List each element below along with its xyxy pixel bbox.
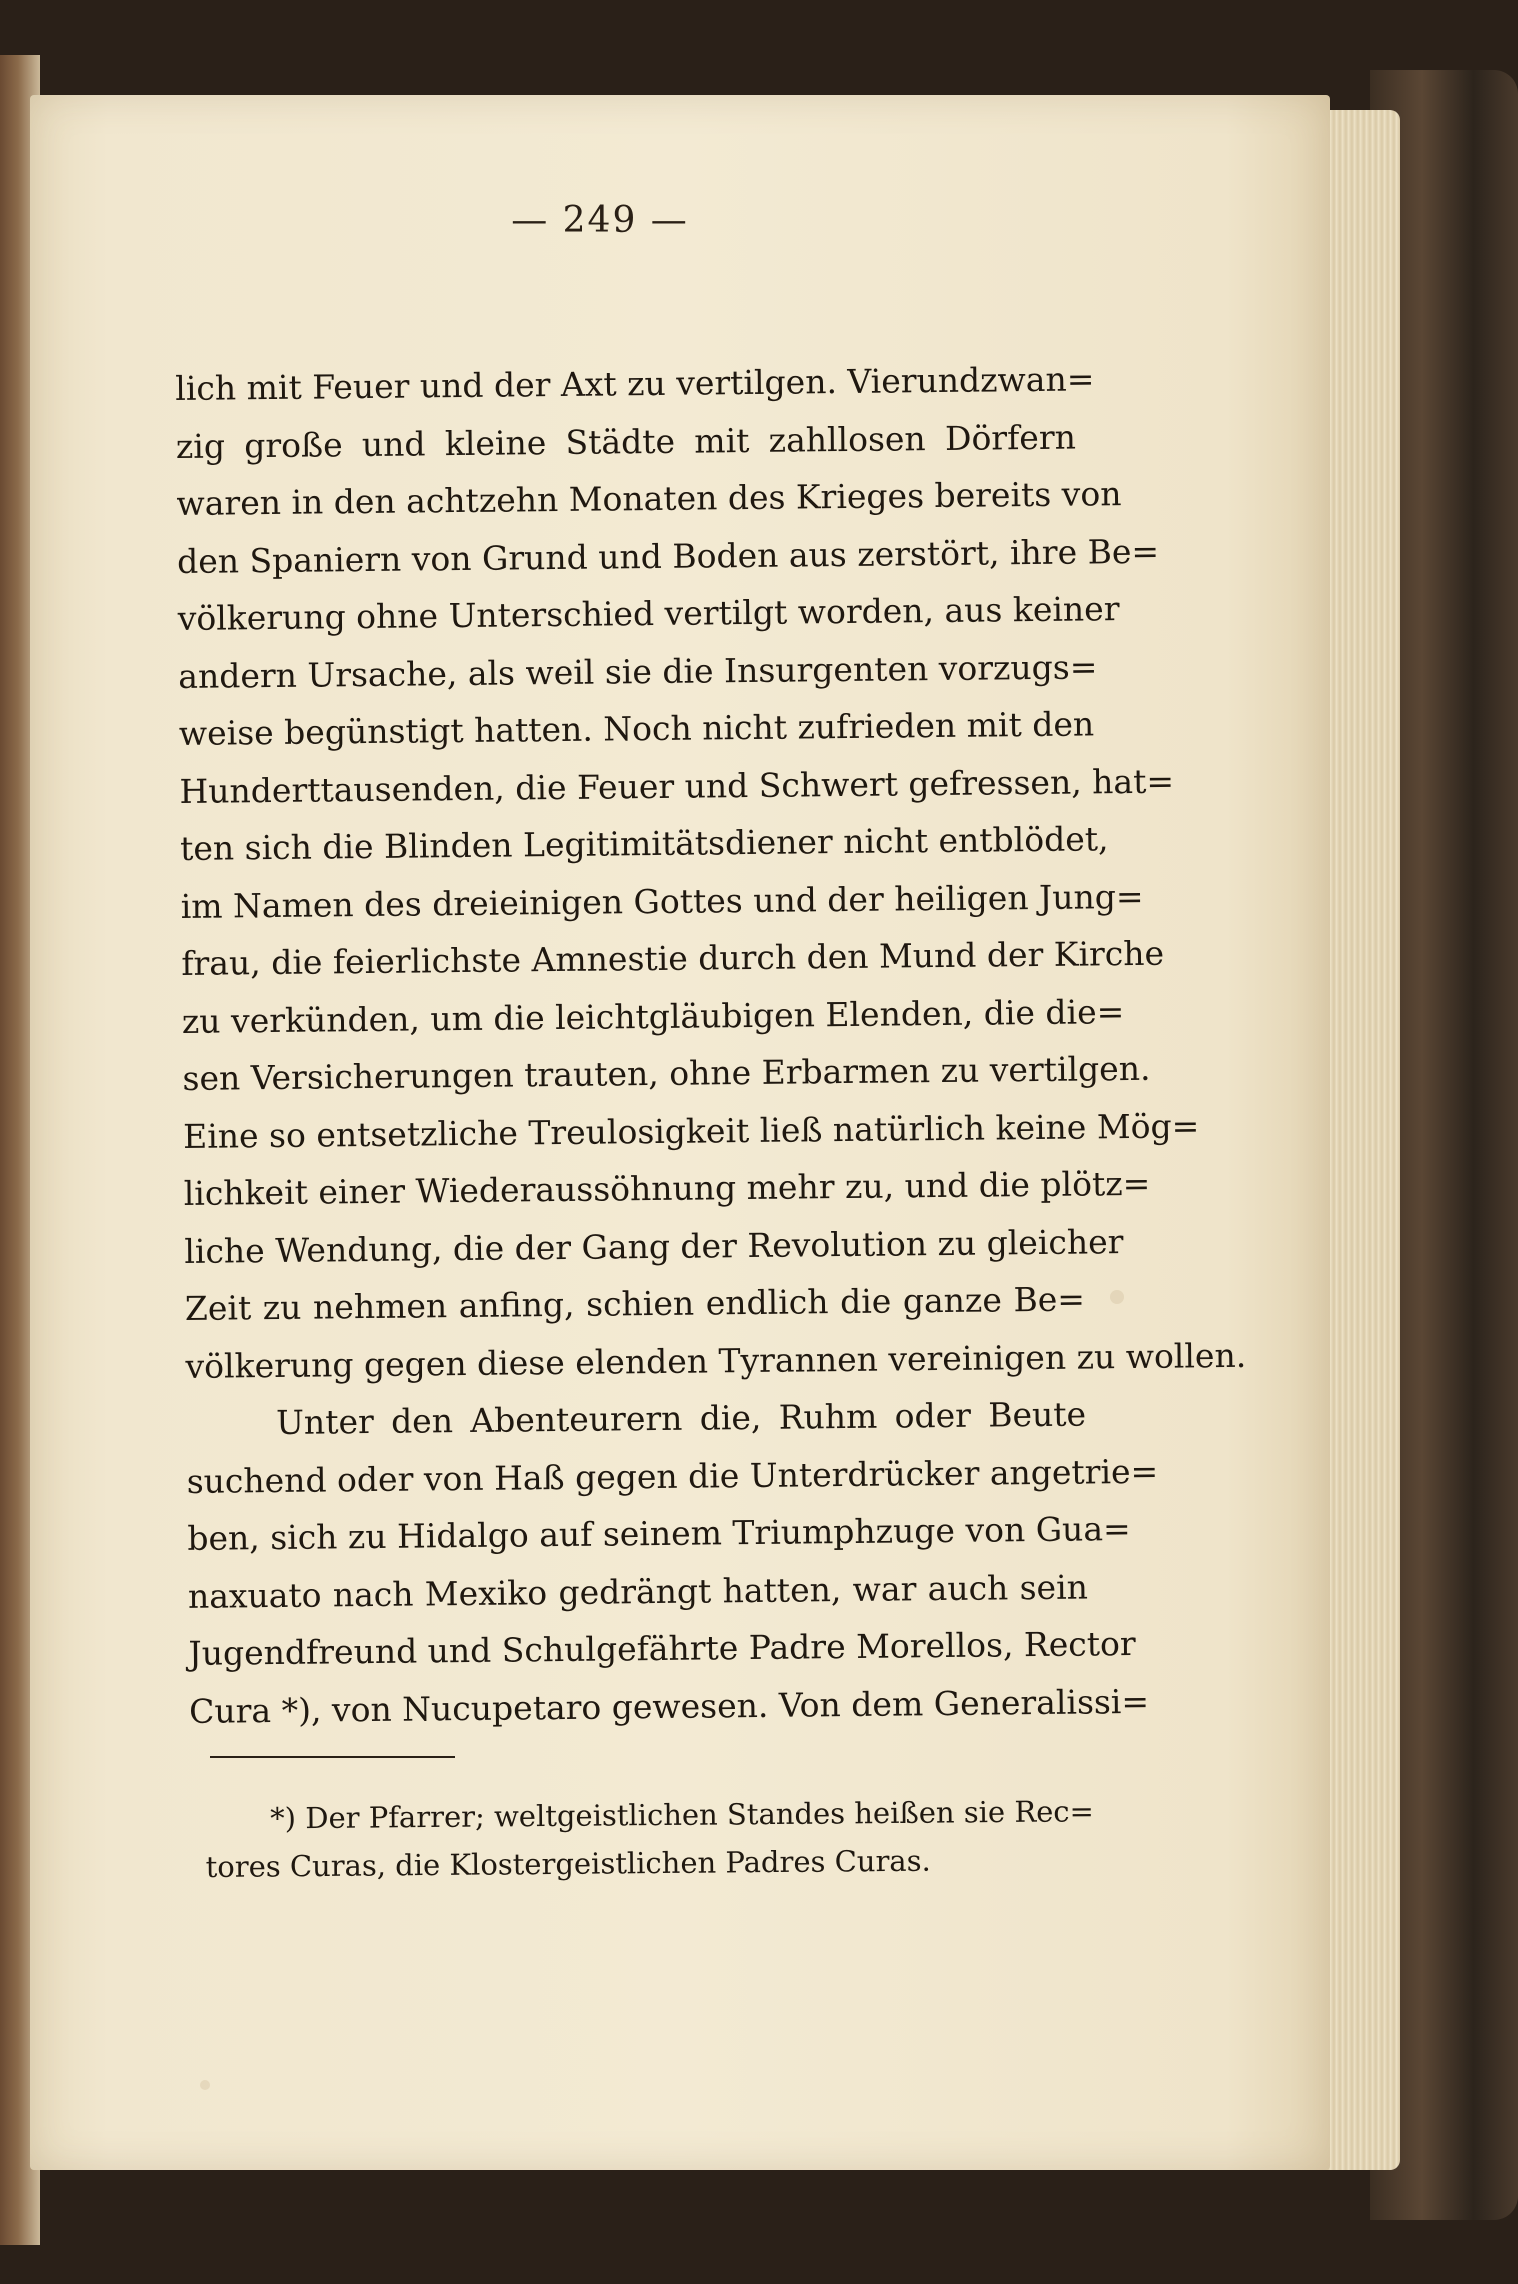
text-line: lichkeit einer Wiederaussöhnung mehr zu, und die plötz=: [183, 1163, 1151, 1213]
text-line: ten sich die Blinden Legitimitätsdiener nicht entblödet,: [179, 819, 1109, 868]
footnote: [205, 1787, 1095, 1891]
foxing-spot: [1110, 1290, 1124, 1304]
text-line: Jugendfreund und Schulgefährte Padre Morellos, Rector: [188, 1624, 1136, 1673]
text-line: zu verkünden, um die leichtgläubigen Elenden, die die=: [181, 991, 1125, 1041]
text-line: andern Ursache, als weil sie die Insurgenten vorzugs=: [178, 646, 1098, 696]
footnote-line: tores Curas, die Klostergeistlichen Padres Curas.: [205, 1843, 931, 1884]
body-text: [175, 351, 1247, 1740]
text-line: sen Versicherungen trauten, ohne Erbarmen zu vertilgen.: [182, 1048, 1151, 1098]
text-line: waren in den achtzehn Monaten des Krieges bereits von: [176, 474, 1122, 523]
foxing-spot: [200, 2080, 210, 2090]
footnote-separator: [210, 1756, 455, 1758]
text-line: naxuato nach Mexiko gedrängt hatten, war auch sein: [187, 1567, 1089, 1616]
text-line: zig große und kleine Städte mit zahllosen Dörfern: [175, 417, 1077, 466]
text-line: suchend oder von Haß gegen die Unterdrücker angetrie=: [186, 1451, 1159, 1501]
footnote-line: *) Der Pfarrer; weltgeistlichen Standes heißen sie Rec=: [270, 1794, 1095, 1836]
text-line: frau, die feierlichste Amnestie durch den Mund der Kirche: [181, 933, 1165, 983]
paragraph-start-line: Unter den Abenteurern die, Ruhm oder Beute: [275, 1394, 1087, 1442]
text-line: Cura *), von Nucupetaro gewesen. Von dem Generalissi=: [188, 1681, 1150, 1731]
text-line: Eine so entsetzliche Treulosigkeit ließ natürlich keine Mög=: [182, 1105, 1200, 1156]
text-line: weise begünstigt hatten. Noch nicht zufrieden mit den: [178, 704, 1095, 753]
text-line: völkerung ohne Unterschied vertilgt worden, aus keiner: [177, 589, 1120, 638]
page-number: — 249 —: [511, 200, 689, 241]
text-line: Zeit zu nehmen anfing, schien endlich die ganze Be=: [184, 1279, 1086, 1328]
text-line: liche Wendung, die der Gang der Revolution zu gleicher: [184, 1221, 1124, 1271]
page-stack-edge: [1325, 110, 1400, 2170]
text-line: völkerung gegen diese elenden Tyrannen vereinigen zu wollen.: [185, 1335, 1247, 1386]
text-line: ben, sich zu Hidalgo auf seinem Triumphzuge von Gua=: [187, 1509, 1131, 1558]
text-line: lich mit Feuer und der Axt zu vertilgen. Vierundzwan=: [175, 359, 1095, 408]
text-line: den Spaniern von Grund und Boden aus zerstört, ihre Be=: [176, 531, 1160, 581]
text-line: im Namen des dreieinigen Gottes und der heiligen Jung=: [180, 876, 1144, 926]
text-line: Hunderttausenden, die Feuer und Schwert gefressen, hat=: [179, 761, 1175, 811]
